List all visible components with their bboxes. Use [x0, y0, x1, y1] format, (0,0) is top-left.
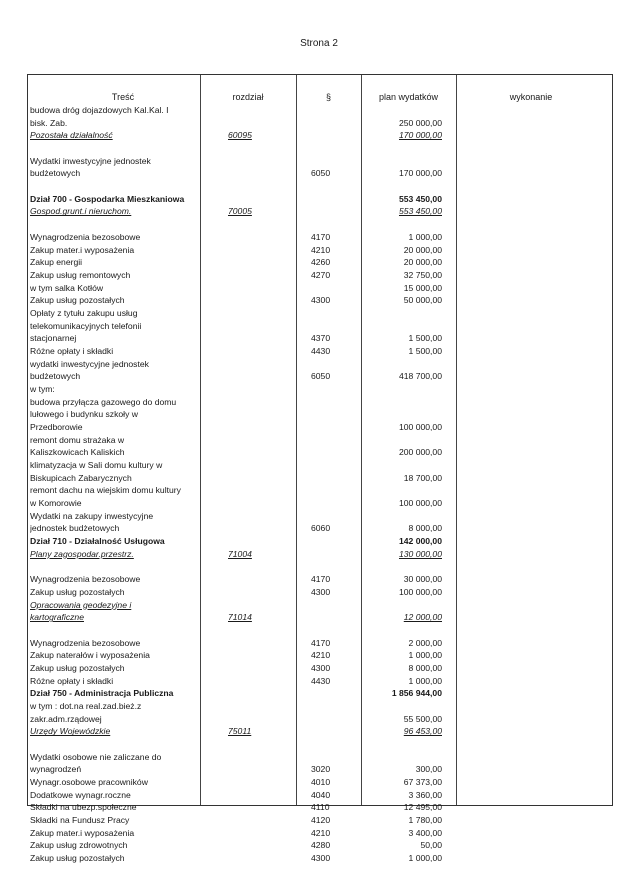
- row-text: Wynagrodzenia bezosobowe: [30, 231, 141, 242]
- row-text: Zakup usług pozostałych: [30, 295, 125, 306]
- row-plan-value: 170 000,00: [398, 130, 442, 141]
- row-text: Zakup usług pozostałych: [30, 586, 125, 597]
- header-rozdzial: rozdział: [232, 92, 264, 102]
- row-text: budowa przyłącza gazowego do domu: [30, 396, 177, 407]
- table-row: [28, 789, 612, 802]
- row-plan-value: 100 000,00: [398, 422, 442, 432]
- page-number: Strona 2: [300, 38, 338, 49]
- row-text: Zakup energii: [30, 257, 83, 268]
- row-text: budżetowych: [30, 168, 81, 179]
- table-row: [28, 307, 612, 320]
- table-row: [28, 180, 612, 193]
- row-text: Opracowania geodezyjne i: [30, 599, 132, 610]
- row-paragraph: 4370: [311, 333, 331, 344]
- row-plan-value: 67 373,00: [403, 777, 442, 787]
- row-text: Składki na ubezp.społeczne: [30, 802, 137, 813]
- row-text: Gospod.grunt.i nieruchom.: [30, 206, 132, 217]
- row-text: w Komorowie: [30, 498, 82, 509]
- row-text: Urzędy Wojewódzkie: [30, 726, 111, 737]
- row-paragraph: 4120: [311, 815, 331, 826]
- row-paragraph: 6050: [311, 168, 331, 179]
- table-row: [28, 205, 612, 218]
- row-plan-value: 1 000,00: [408, 231, 442, 242]
- table-row: [28, 332, 612, 345]
- row-text: Pozostała działalność: [30, 130, 113, 141]
- row-text: zakr.adm.rządowej: [30, 713, 102, 724]
- row-paragraph: 4270: [311, 269, 331, 280]
- header-paragraph: §: [325, 92, 331, 102]
- row-paragraph: 3020: [311, 764, 331, 775]
- table-row: [28, 649, 612, 662]
- row-plan-value: 18 700,00: [403, 472, 442, 483]
- row-text: Zakup naterałów i wyposażenia: [30, 650, 150, 661]
- row-text: Wydatki na zakupy inwestycyjne: [30, 510, 154, 521]
- table-row: [28, 510, 612, 523]
- row-paragraph: 4040: [311, 789, 331, 800]
- table-row: [28, 294, 612, 307]
- table-row: [28, 662, 612, 675]
- row-text: Opłaty z tytułu zakupu usług: [30, 307, 138, 318]
- table-row: [28, 801, 612, 814]
- row-rozdzial: 60095: [228, 130, 252, 141]
- row-text: kartograficzne: [30, 612, 84, 623]
- row-text: wydatki inwestycyjne jednostek: [30, 358, 149, 369]
- table-row: [28, 573, 612, 586]
- row-text: Dział 750 - Administracja Publiczna: [30, 688, 174, 699]
- table-row: [28, 561, 612, 574]
- row-plan-value: 55 500,00: [403, 713, 442, 724]
- table-row: [28, 586, 612, 599]
- row-plan-value: 15 000,00: [403, 282, 442, 293]
- row-text: Wydatki osobowe nie zaliczane do: [30, 751, 162, 762]
- table-row: [28, 434, 612, 447]
- table-row: [28, 155, 612, 168]
- row-rozdzial: 70005: [228, 206, 252, 217]
- row-text: Zakup mater.i wyposażenia: [30, 827, 135, 838]
- table-row: [28, 776, 612, 789]
- row-paragraph: 4430: [311, 345, 331, 356]
- row-text: remont dachu na wiejskim domu kultury: [30, 485, 181, 496]
- table-row: [28, 763, 612, 776]
- header-plan: plan wydatków: [378, 92, 439, 102]
- row-text: Składki na Fundusz Pracy: [30, 815, 130, 826]
- table-row: [28, 345, 612, 358]
- row-rozdzial: 71004: [228, 548, 252, 559]
- budget-table: [27, 74, 613, 864]
- table-row: [28, 117, 612, 130]
- table-row: [28, 700, 612, 713]
- row-plan-value: 1 500,00: [408, 333, 442, 344]
- row-paragraph: 4170: [311, 574, 331, 585]
- row-plan-value: 1 000,00: [408, 853, 442, 864]
- row-text: Zakup usług pozostałych: [30, 662, 125, 673]
- row-text: Dział 700 - Gospodarka Mieszkaniowa: [30, 193, 185, 204]
- row-plan-value: 12 000,00: [403, 612, 442, 623]
- row-plan-value: 1 780,00: [408, 815, 442, 826]
- row-text: w tym : dot.na real.zad.bież.z: [30, 701, 142, 711]
- table-row: [28, 320, 612, 333]
- table-row: [28, 484, 612, 497]
- row-text: Zakup usług pozostałych: [30, 853, 125, 864]
- row-text: w tym:: [30, 384, 55, 394]
- table-row: [28, 548, 612, 561]
- table-row: [28, 827, 612, 840]
- table-row: [28, 852, 612, 865]
- row-paragraph: 4280: [311, 840, 331, 851]
- row-text: Wynagrodzenia bezosobowe: [30, 637, 141, 648]
- table-row: [28, 358, 612, 371]
- row-paragraph: 4170: [311, 637, 331, 648]
- row-plan-value: 2 000,00: [408, 637, 442, 648]
- row-plan-value: 50 000,00: [403, 295, 442, 306]
- header-wykonanie: wykonanie: [509, 92, 553, 102]
- row-plan-value: 32 750,00: [403, 269, 442, 280]
- table-row: [28, 231, 612, 244]
- row-text: Zakup usług remontowych: [30, 269, 131, 280]
- row-plan-value: 20 000,00: [403, 244, 442, 255]
- table-row: [28, 282, 612, 295]
- row-plan-value: 200 000,00: [398, 447, 442, 458]
- row-plan-value: 250 000,00: [398, 117, 442, 128]
- row-plan-value: 418 700,00: [398, 371, 442, 382]
- table-row: [28, 193, 612, 206]
- row-text: budowa dróg dojazdowych Kal.Kal. I: [30, 105, 169, 115]
- table-row: [28, 599, 612, 612]
- row-text: klimatyzacja w Sali domu kultury w: [30, 460, 163, 470]
- table-row: [28, 256, 612, 269]
- table-row: [28, 104, 612, 117]
- row-text: Zakup usług zdrowotnych: [30, 840, 128, 851]
- row-plan-value: 12 495,00: [403, 802, 442, 813]
- row-plan-value: 1 000,00: [408, 650, 442, 661]
- row-paragraph: 4210: [311, 650, 331, 661]
- row-text: jednostek budżetowych: [30, 523, 120, 534]
- row-paragraph: 4110: [311, 802, 330, 813]
- table-row: [28, 725, 612, 738]
- row-plan-value: 3 400,00: [408, 827, 442, 838]
- table-row: [28, 129, 612, 142]
- row-text: Dział 710 - Działalność Usługowa: [30, 536, 165, 547]
- table-row: [28, 244, 612, 257]
- table-row: [28, 167, 612, 180]
- row-paragraph: 4010: [311, 777, 331, 787]
- row-paragraph: 6050: [311, 371, 331, 382]
- row-text: remont domu strażaka w: [30, 434, 125, 445]
- row-paragraph: 4210: [311, 244, 331, 255]
- row-paragraph: 4430: [311, 675, 331, 686]
- row-paragraph: 4210: [311, 827, 331, 838]
- row-text: Przedborowie: [30, 422, 83, 432]
- row-text: Różne opłaty i składki: [30, 675, 114, 686]
- row-text: wynagrodzeń: [30, 764, 82, 775]
- table-row: [28, 637, 612, 650]
- row-plan-value: 300,00: [415, 764, 442, 775]
- table-row: [28, 535, 612, 548]
- row-rozdzial: 71014: [228, 612, 252, 623]
- row-text: Dodatkowe wynagr.roczne: [30, 789, 131, 800]
- table-row: [28, 408, 612, 421]
- table-row: [28, 738, 612, 751]
- table-row: [28, 687, 612, 700]
- row-text: Wynagr.osobowe pracowników: [30, 777, 148, 787]
- row-rozdzial: 75011: [228, 726, 252, 737]
- row-paragraph: 4300: [311, 586, 331, 597]
- row-text: Różne opłaty i składki: [30, 345, 114, 356]
- table-row: [28, 142, 612, 155]
- table-row: [28, 459, 612, 472]
- table-row: [28, 383, 612, 396]
- row-paragraph: 4300: [311, 295, 331, 306]
- table-row: [28, 497, 612, 510]
- row-plan-value: 8 000,00: [408, 523, 442, 534]
- row-paragraph: 4170: [311, 231, 331, 242]
- row-text: Zakup mater.i wyposażenia: [30, 244, 135, 255]
- table-row: [28, 421, 612, 434]
- row-paragraph: 4300: [311, 662, 331, 673]
- row-paragraph: 6060: [311, 523, 331, 534]
- row-paragraph: 4300: [311, 853, 331, 864]
- row-text: Wydatki inwestycyjne jednostek: [30, 155, 151, 166]
- table-row: [28, 751, 612, 764]
- row-text: w tym salka Kotłów: [30, 282, 104, 293]
- table-row: [28, 269, 612, 282]
- row-text: lułowego i budynku szkoły w: [30, 409, 138, 420]
- row-text: Biskupicach Zabarycznych: [30, 472, 132, 483]
- row-plan-value: 1 500,00: [408, 345, 442, 356]
- table-row: [28, 522, 612, 535]
- row-plan-value: 130 000,00: [398, 548, 442, 559]
- table-row: [28, 839, 612, 852]
- row-text: budżetowych: [30, 371, 81, 382]
- row-plan-value: 1 856 944,00: [391, 688, 442, 699]
- row-text: stacjonarnej: [30, 333, 77, 344]
- row-plan-value: 100 000,00: [398, 498, 442, 509]
- row-text: bisk. Zab.: [30, 117, 68, 128]
- row-plan-value: 553 450,00: [398, 206, 442, 217]
- row-text: Wynagrodzenia bezosobowe: [30, 574, 141, 585]
- row-text: Kaliszkowicach Kaliskich: [30, 447, 125, 458]
- row-text: telekomunikacyjnych telefonii: [30, 320, 142, 331]
- table-row: [28, 446, 612, 459]
- row-plan-value: 50,00: [420, 840, 442, 851]
- table-row: [28, 713, 612, 726]
- table-row: [28, 370, 612, 383]
- table-row: [28, 218, 612, 231]
- table-row: [28, 472, 612, 485]
- row-text: Plany zagospodar.przestrz.: [30, 548, 134, 559]
- row-plan-value: 553 450,00: [398, 193, 442, 204]
- row-plan-value: 100 000,00: [398, 586, 442, 597]
- header-tresc: Treść: [111, 92, 135, 102]
- row-plan-value: 30 000,00: [403, 574, 442, 585]
- table-row: [28, 611, 612, 624]
- table-row: [28, 675, 612, 688]
- row-plan-value: 20 000,00: [403, 257, 442, 268]
- table-row: [28, 624, 612, 637]
- row-plan-value: 96 453,00: [403, 726, 442, 737]
- table-row: [28, 396, 612, 409]
- row-plan-value: 8 000,00: [408, 662, 442, 673]
- row-plan-value: 3 360,00: [408, 789, 442, 800]
- row-plan-value: 142 000,00: [398, 536, 442, 547]
- row-paragraph: 4260: [311, 257, 331, 268]
- row-plan-value: 1 000,00: [408, 675, 442, 686]
- row-plan-value: 170 000,00: [398, 168, 442, 179]
- table-row: [28, 814, 612, 827]
